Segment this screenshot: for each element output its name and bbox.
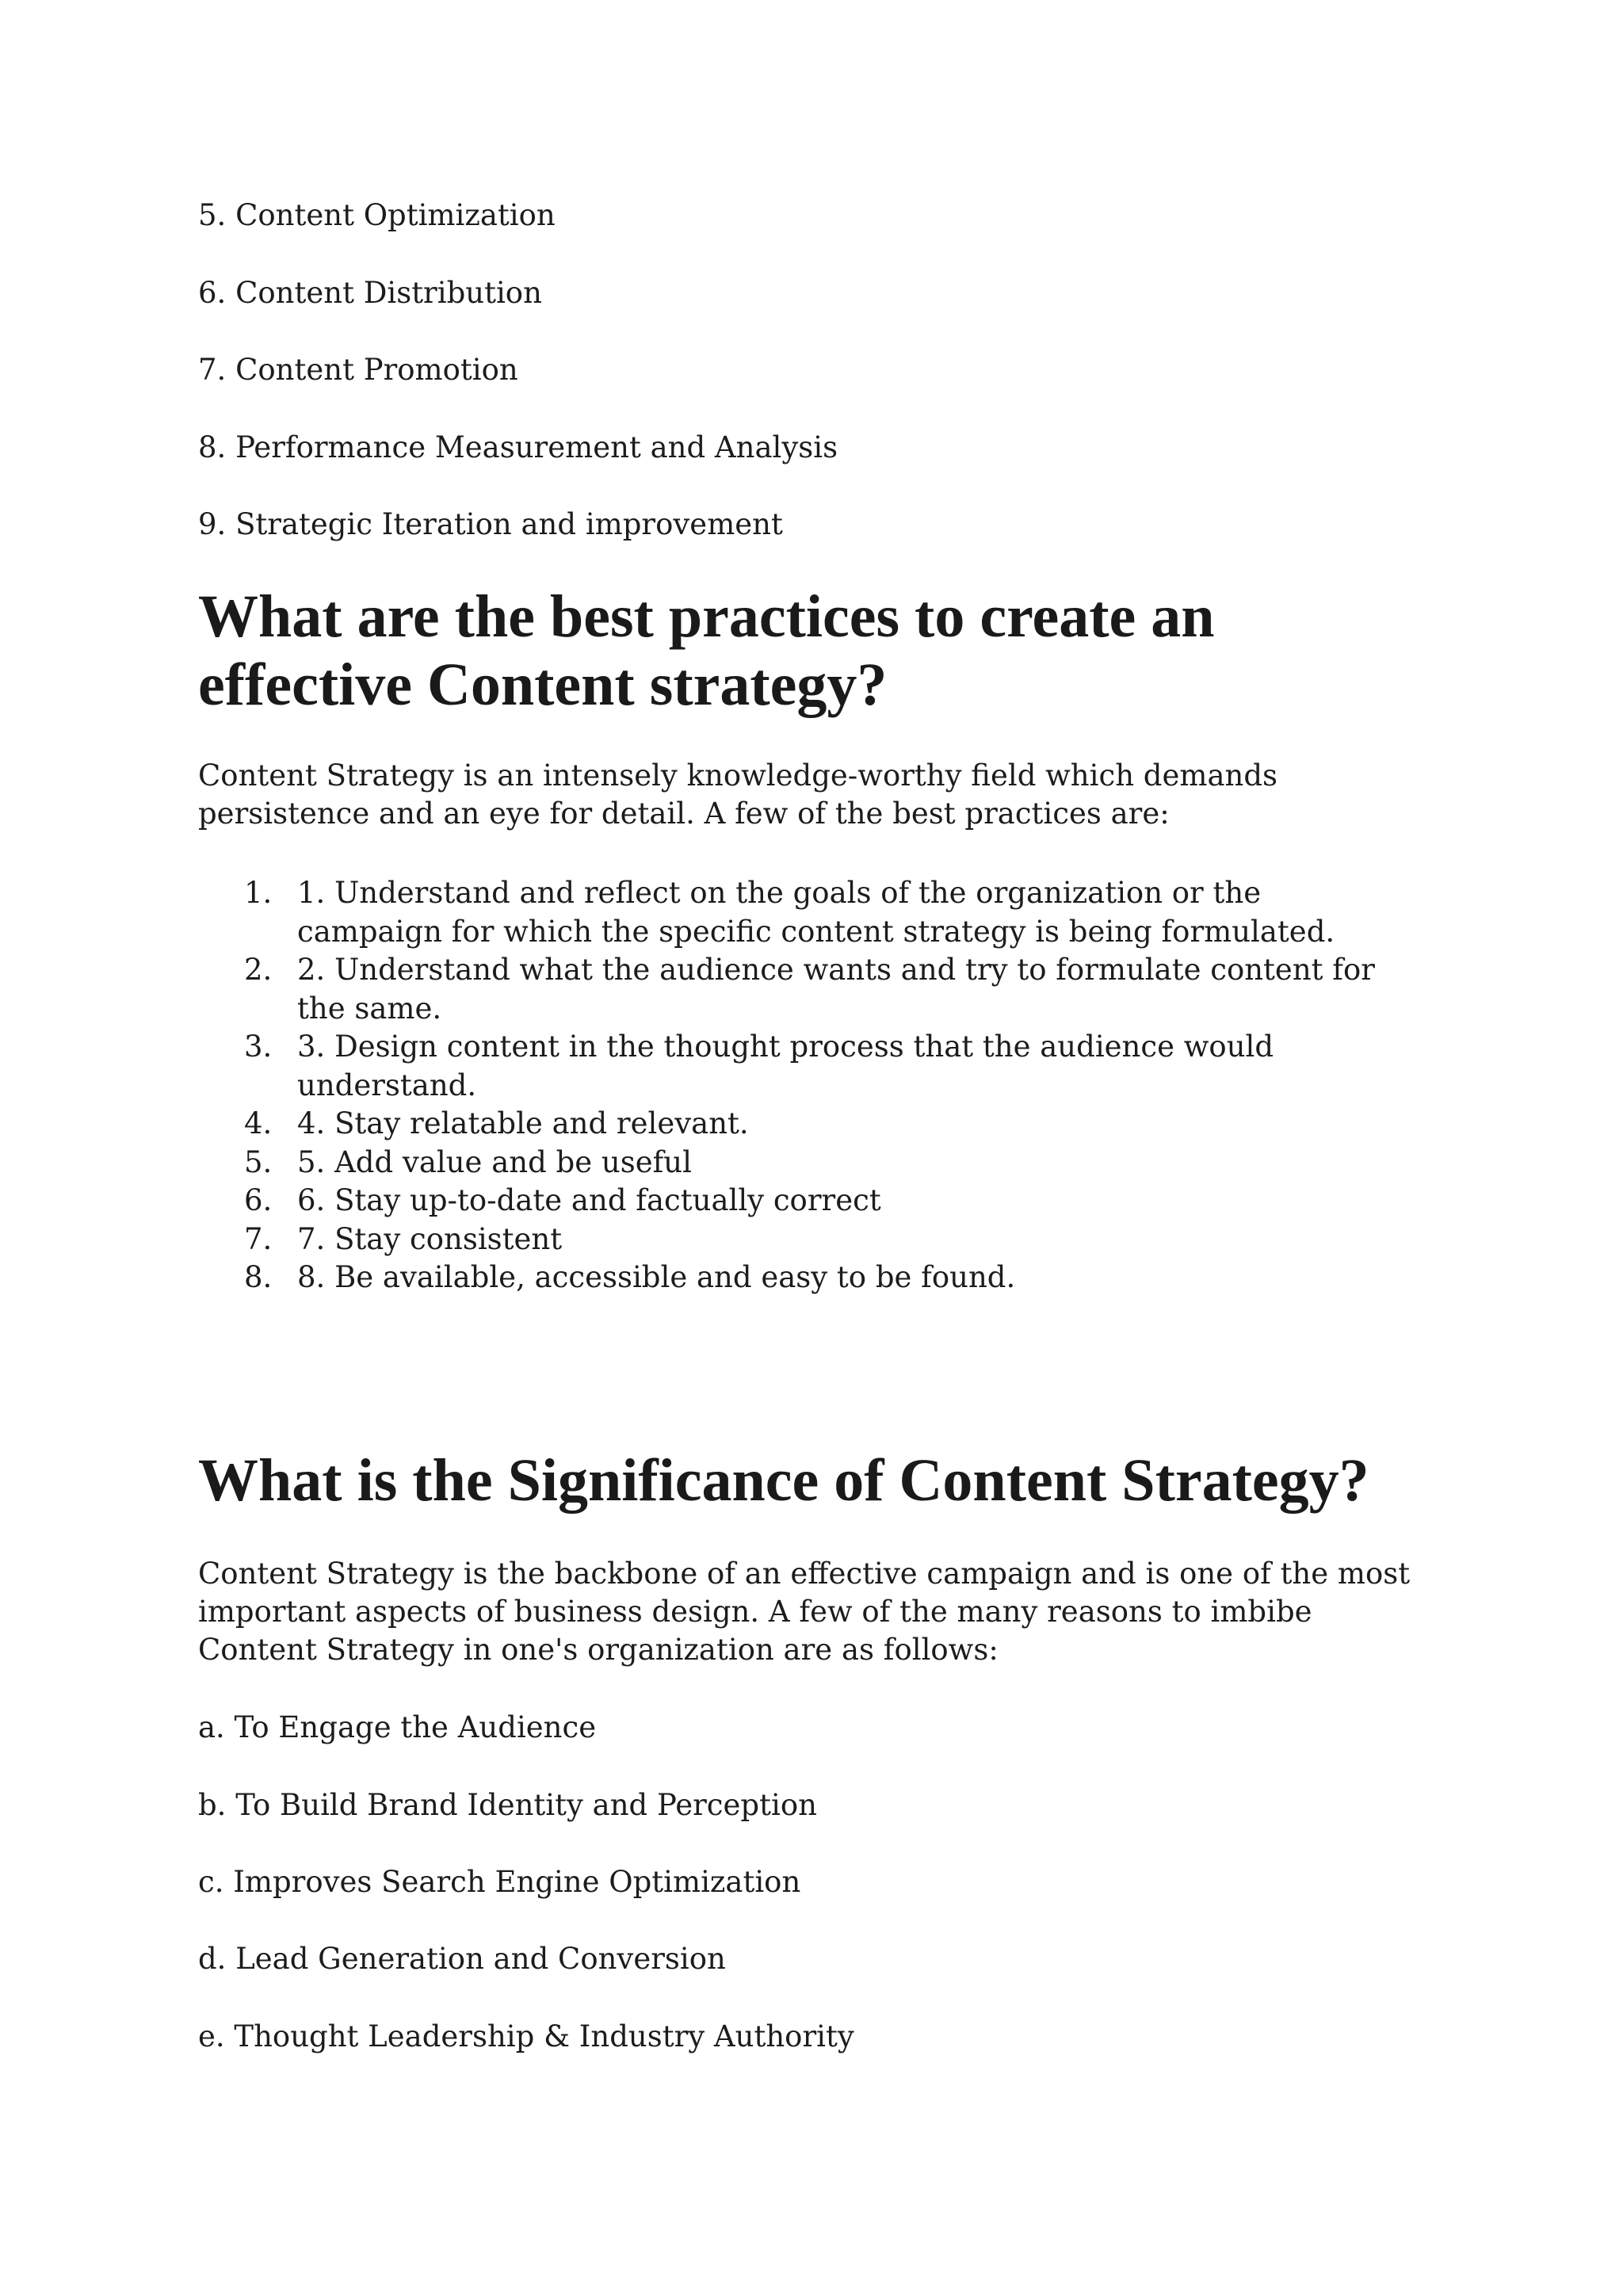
- significance-item-b: b. To Build Brand Identity and Perception: [198, 1788, 817, 1822]
- list-item: 1. 1. Understand and reflect on the goals of the organization or the campaign for which the specific content strategy is being formulated.: [244, 876, 1335, 949]
- list-item: 4. 4. Stay relatable and relevant.: [244, 1106, 749, 1140]
- significance-item-d: d. Lead Generation and Conversion: [198, 1942, 726, 1976]
- step-item-7: 7. Content Promotion: [198, 353, 518, 387]
- list-item: 7. 7. Stay consistent: [244, 1221, 563, 1256]
- significance-item-c: c. Improves Search Engine Optimization: [198, 1865, 801, 1899]
- list-item: 2. 2. Understand what the audience wants and try to formulate content for the same.: [244, 953, 1375, 1026]
- best-practices-heading: What are the best practices to create an effective Content strategy?: [198, 583, 1215, 718]
- step-item-6: 6. Content Distribution: [198, 276, 542, 310]
- significance-heading: What is the Significance of Content Strategy?: [198, 1447, 1369, 1514]
- list-item: 5. 5. Add value and be useful: [244, 1144, 692, 1179]
- step-item-8: 8. Performance Measurement and Analysis: [198, 430, 838, 464]
- best-practices-list: [198, 874, 1434, 1297]
- best-practices-intro: Content Strategy is an intensely knowledge-worthy field which demands persistence and an eye for detail. A few of the best practices are:: [198, 758, 1278, 831]
- list-item: 8. 8. Be available, accessible and easy to be found.: [244, 1260, 1016, 1294]
- step-item-5: 5. Content Optimization: [198, 198, 556, 232]
- list-item: 3. 3. Design content in the thought process that the audience would understand.: [244, 1030, 1274, 1102]
- significance-item-a: a. To Engage the Audience: [198, 1710, 597, 1744]
- step-item-9: 9. Strategic Iteration and improvement: [198, 507, 783, 541]
- significance-intro: Content Strategy is the backbone of an effective campaign and is one of the most important aspects of business design. A few of the many reasons to imbibe Content Strategy in one's organization are as follows:: [198, 1557, 1411, 1667]
- list-item: 6. 6. Stay up-to-date and factually correct: [244, 1183, 881, 1217]
- significance-item-e: e. Thought Leadership & Industry Authority: [198, 2019, 854, 2053]
